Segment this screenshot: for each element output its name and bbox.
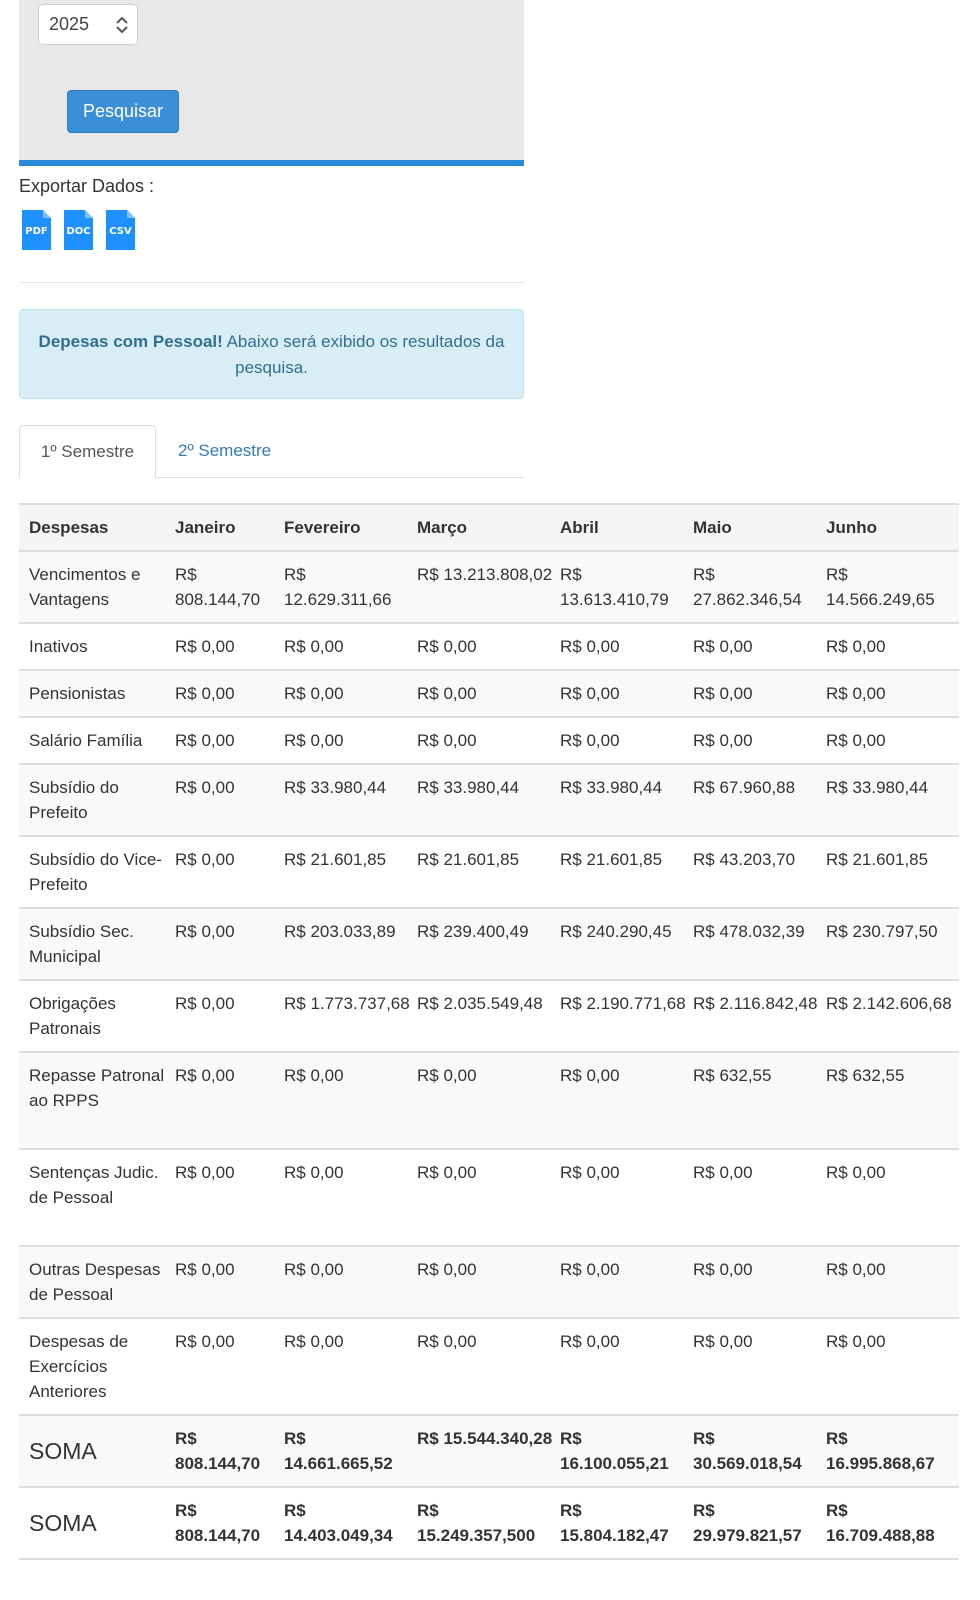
search-button[interactable]: Pesquisar	[67, 90, 179, 133]
column-header: Maio	[693, 504, 826, 551]
table-cell: R$ 0,00	[417, 1260, 477, 1279]
row-label: Sentenças Judic. de Pessoal	[29, 1163, 159, 1207]
table-cell: R$ 0,00	[175, 1066, 235, 1085]
csv-label: CSV	[109, 226, 132, 237]
total-label: SOMA	[29, 1437, 97, 1464]
row-label: Inativos	[29, 637, 88, 656]
total-cell: R$ 808.144,70	[175, 1429, 261, 1473]
table-row	[19, 623, 959, 670]
table-cell: R$ 0,00	[417, 1066, 477, 1085]
table-cell: R$ 1.773.737,68	[284, 994, 410, 1013]
table-cell: R$ 0,00	[175, 731, 235, 750]
table-cell: R$ 0,00	[693, 1260, 753, 1279]
pdf-label: PDF	[25, 226, 48, 237]
table-cell: R$ 0,00	[693, 1163, 753, 1182]
table-cell: R$ 808.144,70	[175, 565, 261, 609]
total-cell: R$ 16.100.055,21	[560, 1429, 669, 1473]
total-row	[19, 1415, 959, 1487]
row-label: Repasse Patronal ao RPPS	[29, 1066, 165, 1110]
row-label: Subsídio Sec. Municipal	[29, 922, 134, 966]
table-cell: R$ 43.203,70	[693, 850, 796, 869]
year-select-value: 2025	[49, 14, 90, 34]
table-cell: R$ 0,00	[826, 731, 886, 750]
table-cell: R$ 21.601,85	[826, 850, 929, 869]
table-row	[19, 1149, 959, 1246]
total-cell: R$ 16.995.868,67	[826, 1429, 935, 1473]
table-cell: R$ 0,00	[284, 684, 344, 703]
column-header: Despesas	[19, 504, 175, 551]
table-cell: R$ 0,00	[284, 731, 344, 750]
table-cell: R$ 239.400,49	[417, 922, 529, 941]
table-cell: R$ 14.566.249,65	[826, 565, 935, 609]
row-label: Obrigações Patronais	[29, 994, 116, 1038]
total-cell: R$ 16.709.488,88	[826, 1501, 935, 1545]
table-row	[19, 1052, 959, 1149]
total-cell: R$ 29.979.821,57	[693, 1501, 802, 1545]
column-header: Março	[417, 504, 560, 551]
table-row	[19, 764, 959, 836]
row-label: Subsídio do Vice-Prefeito	[29, 850, 162, 894]
table-cell: R$ 632,55	[826, 1066, 905, 1085]
table-row	[19, 1318, 959, 1415]
table-cell: R$ 0,00	[693, 684, 753, 703]
tab-second-semester[interactable]: 2º Semestre	[178, 441, 272, 460]
table-cell: R$ 632,55	[693, 1066, 772, 1085]
table-cell: R$ 0,00	[175, 684, 235, 703]
total-cell: R$ 14.403.049,34	[284, 1501, 393, 1545]
row-label: Despesas de Exercícios Anteriores	[29, 1332, 129, 1401]
table-cell: R$ 0,00	[560, 731, 620, 750]
table-cell: R$ 240.290,45	[560, 922, 672, 941]
table-cell: R$ 12.629.311,66	[284, 565, 392, 609]
alert-title: Depesas com Pessoal!	[38, 332, 223, 351]
divider	[19, 282, 524, 283]
table-cell: R$ 0,00	[175, 922, 235, 941]
table-cell: R$ 21.601,85	[560, 850, 663, 869]
table-cell: R$ 33.980,44	[560, 778, 663, 797]
total-row	[19, 1487, 959, 1559]
table-cell: R$ 0,00	[417, 1332, 477, 1351]
row-label: Outras Despesas de Pessoal	[29, 1260, 161, 1304]
table-cell: R$ 0,00	[560, 1163, 620, 1182]
table-row	[19, 1246, 959, 1318]
column-header: Junho	[826, 504, 959, 551]
table-cell: R$ 21.601,85	[284, 850, 387, 869]
column-header: Fevereiro	[284, 504, 417, 551]
table-cell: R$ 0,00	[560, 637, 620, 656]
table-cell: R$ 0,00	[417, 731, 477, 750]
table-row	[19, 908, 959, 980]
table-cell: R$ 0,00	[284, 1260, 344, 1279]
search-panel	[19, 0, 524, 166]
table-cell: R$ 0,00	[417, 637, 477, 656]
chevron-up-down-icon	[115, 14, 129, 36]
table-cell: R$ 21.601,85	[417, 850, 520, 869]
table-cell: R$ 13.213.808,02	[417, 565, 553, 584]
table-cell: R$ 0,00	[175, 994, 235, 1013]
year-select[interactable]	[38, 4, 138, 45]
total-cell: R$ 15.804.182,47	[560, 1501, 669, 1545]
table-cell: R$ 0,00	[560, 1260, 620, 1279]
pdf-file-icon[interactable]	[22, 210, 51, 250]
row-label: Pensionistas	[29, 684, 126, 703]
table-cell: R$ 0,00	[693, 637, 753, 656]
table-cell: R$ 0,00	[284, 1163, 344, 1182]
table-cell: R$ 0,00	[826, 1260, 886, 1279]
table-cell: R$ 0,00	[826, 637, 886, 656]
table-row	[19, 980, 959, 1052]
table-cell: R$ 0,00	[175, 778, 235, 797]
table-cell: R$ 2.190.771,68	[560, 994, 686, 1013]
table-cell: R$ 13.613.410,79	[560, 565, 669, 609]
table-cell: R$ 33.980,44	[417, 778, 520, 797]
total-cell: R$ 14.661.665,52	[284, 1429, 393, 1473]
table-cell: R$ 0,00	[175, 1163, 235, 1182]
table-cell: R$ 2.142.606,68	[826, 994, 952, 1013]
table-cell: R$ 230.797,50	[826, 922, 938, 941]
alert-text: Abaixo será exibido os resultados da pesquisa.	[222, 332, 505, 377]
row-label: Subsídio do Prefeito	[29, 778, 119, 822]
table-cell: R$ 0,00	[693, 731, 753, 750]
table-cell: R$ 0,00	[175, 1332, 235, 1351]
table-cell: R$ 2.116.842,48	[693, 994, 818, 1013]
table-cell: R$ 0,00	[417, 1163, 477, 1182]
expenses-table	[19, 503, 959, 1560]
table-cell: R$ 0,00	[560, 684, 620, 703]
table-cell: R$ 27.862.346,54	[693, 565, 802, 609]
column-header: Abril	[560, 504, 693, 551]
table-cell: R$ 33.980,44	[284, 778, 387, 797]
table-cell: R$ 0,00	[560, 1066, 620, 1085]
total-label: SOMA	[29, 1509, 97, 1536]
total-cell: R$ 30.569.018,54	[693, 1429, 802, 1473]
table-cell: R$ 0,00	[560, 1332, 620, 1351]
table-row	[19, 717, 959, 764]
table-cell: R$ 0,00	[175, 1260, 235, 1279]
table-cell: R$ 2.035.549,48	[417, 994, 543, 1013]
export-label: Exportar Dados :	[19, 176, 155, 196]
table-cell: R$ 203.033,89	[284, 922, 396, 941]
table-row	[19, 551, 959, 623]
row-label: Salário Família	[29, 731, 143, 750]
table-cell: R$ 0,00	[826, 1163, 886, 1182]
table-cell: R$ 0,00	[826, 684, 886, 703]
table-cell: R$ 67.960,88	[693, 778, 796, 797]
table-cell: R$ 0,00	[284, 1066, 344, 1085]
total-cell: R$ 808.144,70	[175, 1501, 261, 1545]
table-cell: R$ 0,00	[284, 1332, 344, 1351]
semester-tabs	[19, 425, 524, 478]
table-cell: R$ 0,00	[175, 850, 235, 869]
total-cell: R$ 15.544.340,28	[417, 1429, 553, 1448]
column-header: Janeiro	[175, 504, 284, 551]
row-label: Vencimentos e Vantagens	[29, 565, 141, 609]
table-row	[19, 836, 959, 908]
table-cell: R$ 0,00	[826, 1332, 886, 1351]
table-cell: R$ 0,00	[417, 684, 477, 703]
doc-file-icon[interactable]	[64, 210, 93, 250]
total-cell: R$ 15.249.357,500	[417, 1501, 536, 1545]
csv-file-icon[interactable]	[106, 210, 135, 250]
info-alert	[19, 309, 524, 399]
table-cell: R$ 478.032,39	[693, 922, 805, 941]
tab-first-semester[interactable]: 1º Semestre	[19, 425, 156, 478]
export-icons	[22, 210, 135, 250]
table-header-row	[19, 504, 959, 551]
doc-label: DOC	[66, 226, 91, 237]
table-cell: R$ 0,00	[175, 637, 235, 656]
table-cell: R$ 0,00	[693, 1332, 753, 1351]
table-row	[19, 670, 959, 717]
expenses-table-wrapper	[19, 503, 959, 1560]
table-cell: R$ 33.980,44	[826, 778, 929, 797]
table-cell: R$ 0,00	[284, 637, 344, 656]
